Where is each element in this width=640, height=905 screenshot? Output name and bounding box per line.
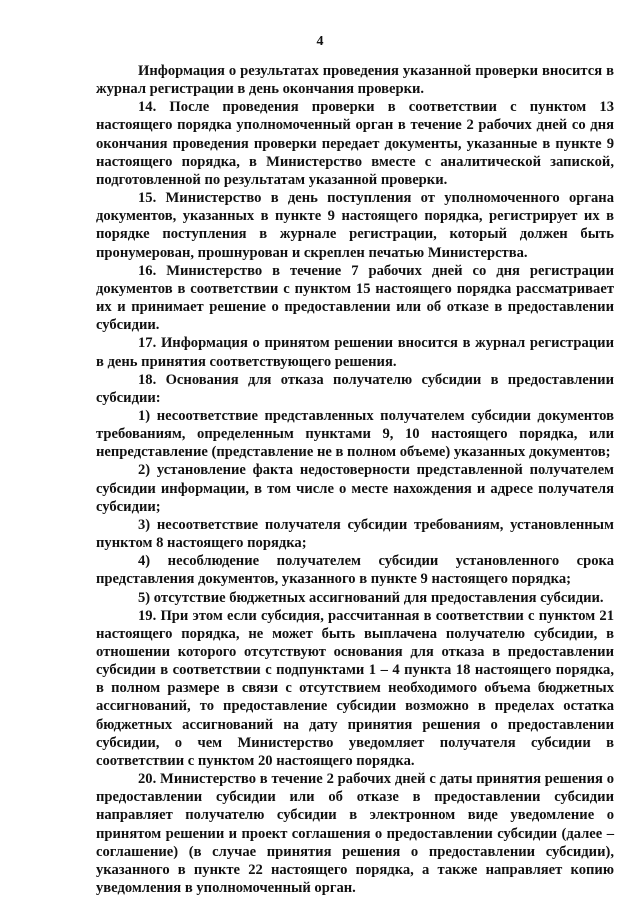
paragraph-15: 15. Министерство в день поступления от уполномоченного органа документов, указанных в пункте 9 настоящего порядка, регистрирует их в порядке поступления в журнале регистрации, который должен быть пронумерован, прошнурован и скреплен печатью Министерства. [96, 190, 614, 261]
paragraph-16: 16. Министерство в течение 7 рабочих дней со дня регистрации документов в соответствии с пунктом 15 настоящего порядка рассматривает их и принимает решение о предоставлении или об отказе в предоставлении субсидии. [96, 262, 614, 334]
paragraph-18-item-4: 4) несоблюдение получателем субсидии установленного срока представления документов, указанного в пункте 9 настоящего порядка; [96, 553, 614, 588]
paragraph-inspection-info: Информация о результатах проведения указанной проверки вносится в журнал регистрации в день окончания проверки. [96, 63, 614, 98]
paragraph-19: 19. При этом если субсидия, рассчитанная в соответствии с пунктом 21 настоящего порядка, не может быть выплачена получателю субсидии, в отношении которого отсутствуют основания для отказа в предоставлении субсидии в соответствии с подпунктами 1 – 4 пункта 18 настоящего порядка, в полном размере в связи с отсутствием необходимого объема бюджетных ассигнований, то предоставление субсидии возможно в пределах остатка бюджетных ассигнований на дату принятия решения о предоставлении субсидии, о чем Министерство уведомляет получателя субсидии в соответствии с пунктом 20 настоящего порядка. [96, 607, 614, 769]
paragraph-18-item-5: 5) отсутствие бюджетных ассигнований для предоставления субсидии. [138, 589, 604, 606]
paragraph-17: 17. Информация о принятом решении вносится в журнал регистрации в день принятия соответствующего решения. [96, 335, 614, 370]
document-body [96, 62, 614, 897]
paragraph-14: 14. После проведения проверки в соответствии с пунктом 13 настоящего порядка уполномоченный орган в течение 2 рабочих дней со дня окончания проведения проверки передает документы, указанные в пункте 9 настоящего порядка, в Министерство вместе с аналитической запиской, подготовленной по результатам указанной проверки. [96, 99, 614, 188]
paragraph-18-item-1: 1) несоответствие представленных получателем субсидии документов требованиям, определенным пунктами 9, 10 настоящего порядка, или непредставление (представление не в полном объеме) указанных документов; [96, 407, 614, 461]
page-number: 4 [316, 34, 324, 49]
paragraph-18-item-2: 2) установление факта недостоверности представленной получателем субсидии информации, в том числе о месте нахождения и адресе получателя субсидии; [96, 462, 614, 515]
paragraph-18-item-3: 3) несоответствие получателя субсидии требованиям, установленным пунктом 8 настоящего порядка; [96, 516, 614, 552]
paragraph-18: 18. Основания для отказа получателю субсидии в предоставлении субсидии: [96, 371, 614, 406]
paragraph-20: 20. Министерство в течение 2 рабочих дней с даты принятия решения о предоставлении субсидии или об отказе в предоставлении субсидии направляет получателю субсидии в электронном виде уведомление о принятом решении и проект соглашения о предоставлении субсидии (далее – соглашение) (в случае принятия решения о предоставлении субсидии), указанного в пункте 22 настоящего порядка, а также направляет копию уведомления в уполномоченный орган. [96, 771, 614, 897]
